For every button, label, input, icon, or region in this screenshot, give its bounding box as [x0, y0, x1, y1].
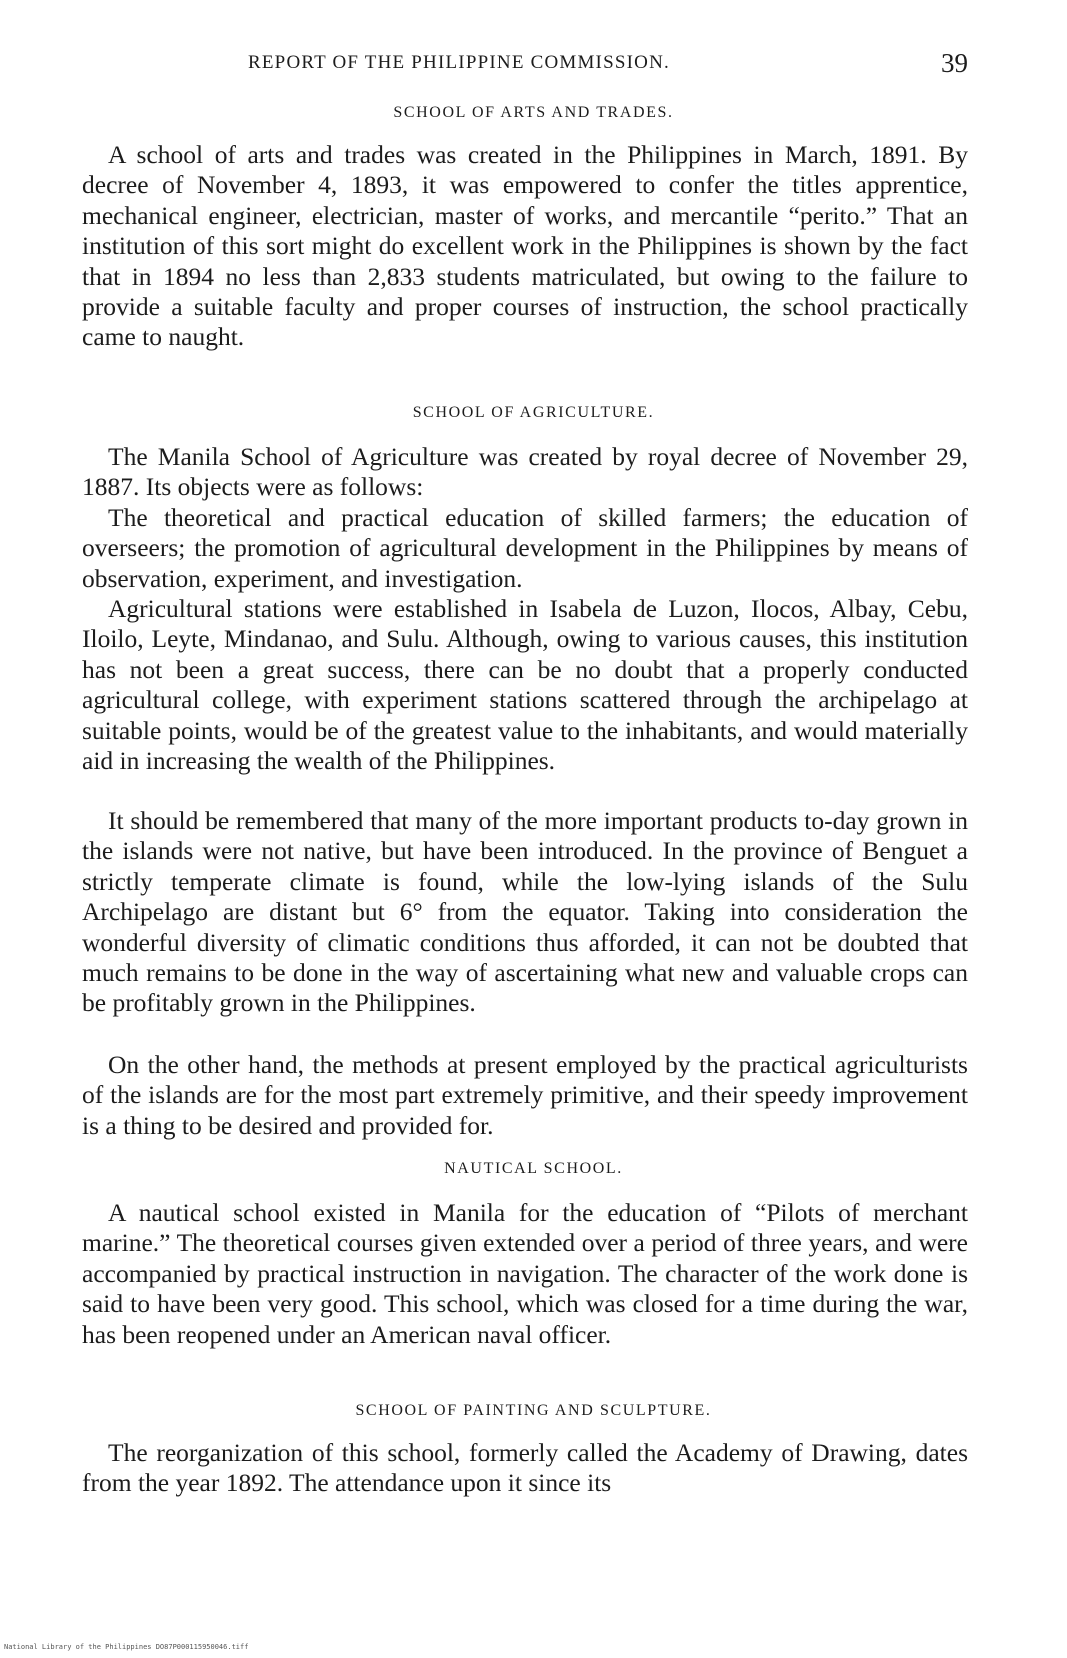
page-header	[248, 48, 968, 88]
paragraph-nautical: A nautical school existed in Manila for the education of “Pilots of merchant marine.” The theoretical courses given extended over a period of three years, and were accompanied by practical instruction in navigation. The character of the work done is said to have been very good. This school, which was closed for a time during the war, has been reopened under an American naval officer.	[82, 1198, 968, 1349]
page-number: 39	[941, 48, 968, 78]
section-heading-painting-sculpture: SCHOOL OF PAINTING AND SCULPTURE.	[355, 1402, 712, 1419]
section-heading-arts-and-trades: SCHOOL OF ARTS AND TRADES.	[393, 104, 674, 121]
running-title: REPORT OF THE PHILIPPINE COMMISSION.	[248, 52, 670, 73]
paragraph-agriculture-objects: The theoretical and practical education of skilled farmers; the education of overseers; the promotion of agricultural development in the Philippines by means of observation, experiment, and investigation.	[82, 503, 968, 593]
paragraph-agriculture-products: It should be remembered that many of the more important products to-day grown in the islands were not native, but have been introduced. In the province of Benguet a strictly temperate climate is found, while the low-lying islands of the Sulu Archipelago are distant but 6° from the equator. Taking into consideration the wonderful diversity of climatic conditions thus afforded, it can not be doubted that much remains to be done in the way of ascertaining what new and valuable crops can be profitably grown in the Philippines.	[82, 806, 968, 1018]
paragraph-agriculture-intro: The Manila School of Agriculture was created by royal decree of November 29, 1887. Its objects were as follows:	[82, 442, 968, 502]
section-heading-nautical: NAUTICAL SCHOOL.	[444, 1160, 623, 1177]
paragraph-arts-and-trades: A school of arts and trades was created in the Philippines in March, 1891. By decree of November 4, 1893, it was empowered to confer the titles apprentice, mechanical engineer, electrician, master of works, and mercantile “perito.” That an institution of this sort might do excellent work in the Philippines is shown by the fact that in 1894 no less than 2,833 students matriculated, but owing to the failure to provide a suitable faculty and proper courses of instruction, the school practically came to naught.	[82, 140, 968, 352]
source-footnote: National Library of the Philippines DO87P000115950046.tiff	[4, 1643, 249, 1651]
paragraph-agriculture-methods: On the other hand, the methods at present employed by the practical agriculturists of the islands are for the most part extremely primitive, and their speedy improvement is a thing to be desired and provided for.	[82, 1050, 968, 1140]
section-heading-agriculture: SCHOOL OF AGRICULTURE.	[412, 404, 655, 421]
paragraph-agriculture-stations: Agricultural stations were established in Isabela de Luzon, Ilocos, Albay, Cebu, Iloilo, Leyte, Mindanao, and Sulu. Although, owing to various causes, this institution has not been a great success, there can be no doubt that a properly conducted agricultural college, with experiment stations scattered through the archipelago at suitable points, would be of the greatest value to the inhabitants, and would materially aid in increasing the wealth of the Philippines.	[82, 594, 968, 776]
paragraph-painting-sculpture: The reorganization of this school, formerly called the Academy of Drawing, dates from the year 1892. The attendance upon it since its	[82, 1438, 968, 1498]
